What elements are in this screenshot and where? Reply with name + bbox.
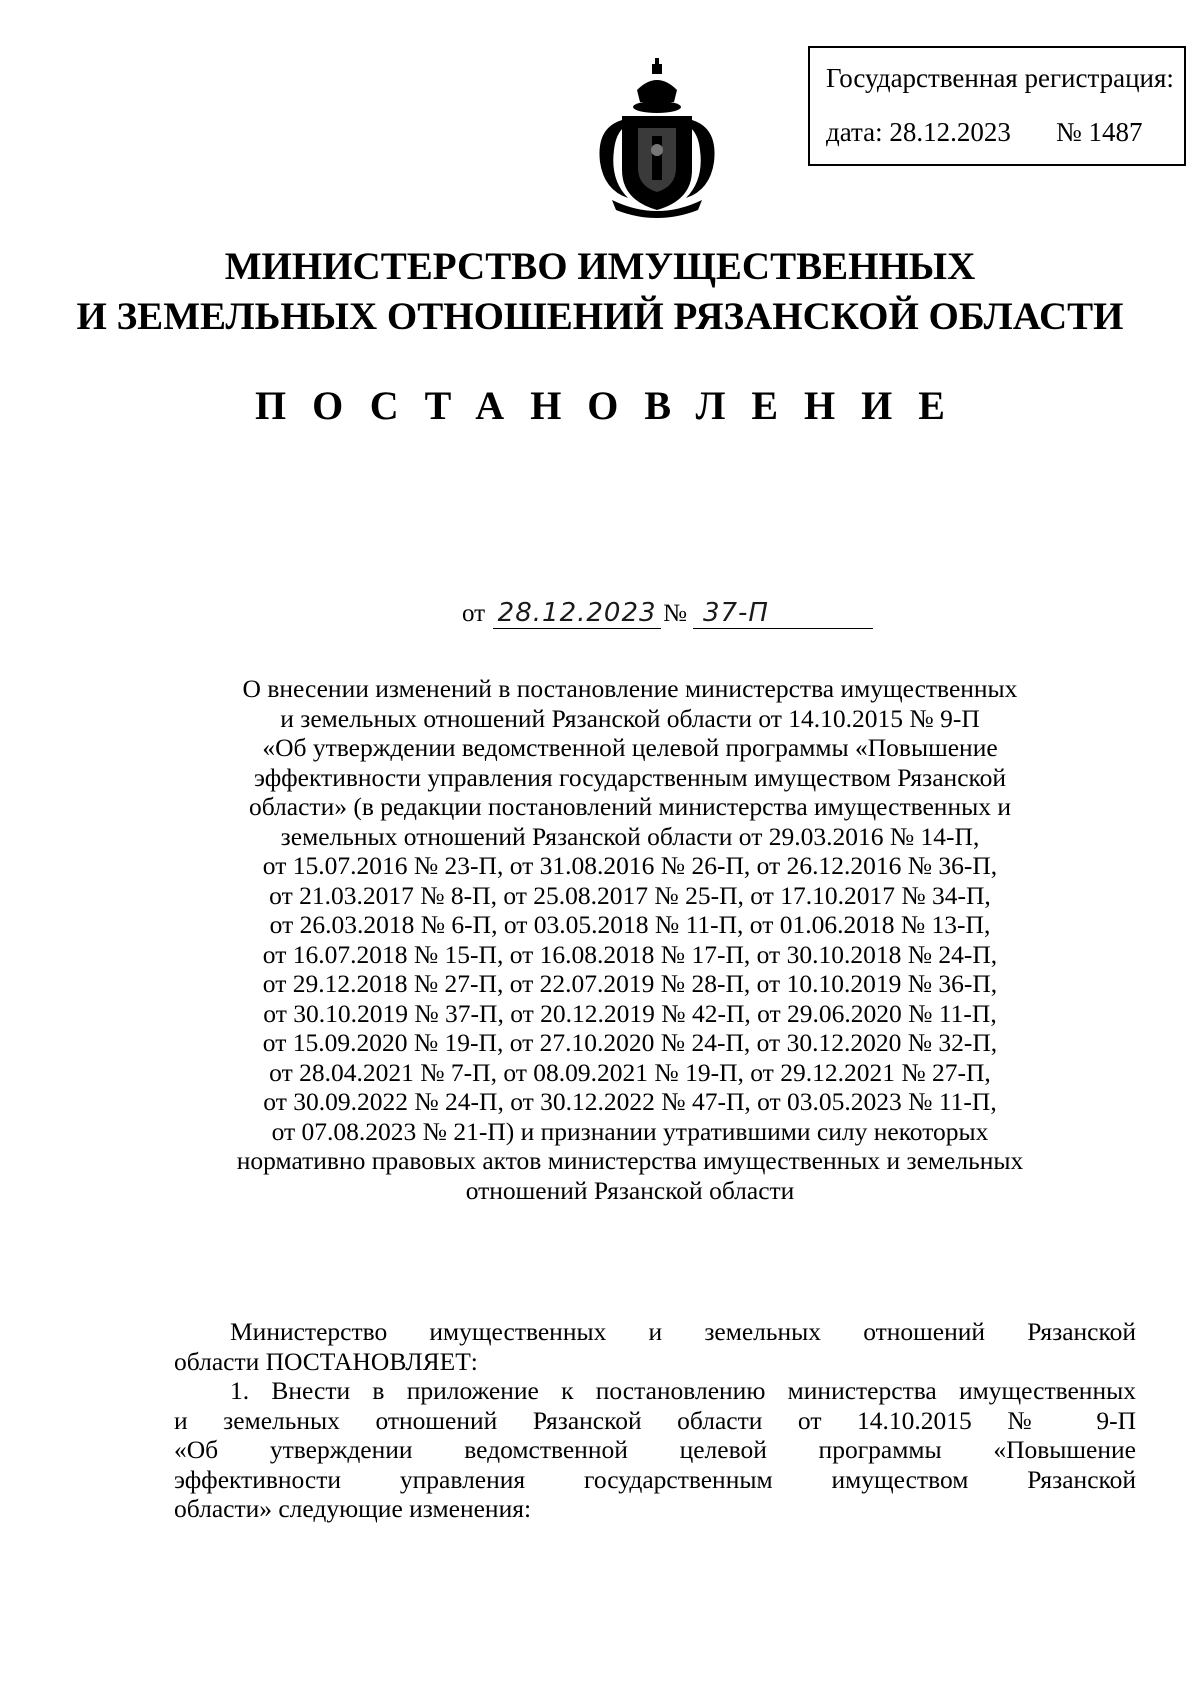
title-line: земельных отношений Рязанской области от 29.03.2016 № 14-П, bbox=[280, 821, 980, 851]
registration-title: Государственная регистрация: bbox=[826, 63, 1174, 93]
decree-heading: ПОСТАНОВЛЕНИЕ bbox=[255, 383, 971, 428]
title-line: нормативно правовых актов министерства имущественных и земельных bbox=[236, 1146, 1024, 1175]
registration-stamp bbox=[808, 46, 1186, 166]
title-line: О внесении изменений в постановление министерства имущественных bbox=[242, 674, 1018, 703]
paragraph-1-line: области ПОСТАНОВЛЯЕТ: bbox=[174, 1346, 478, 1376]
title-line: и земельных отношений Рязанской области от 14.10.2015 № 9-П bbox=[280, 703, 980, 733]
ministry-line-1: МИНИСТЕРСТВО ИМУЩЕСТВЕННЫХ bbox=[224, 245, 976, 288]
number-prefix: № bbox=[663, 600, 687, 627]
title-line: от 30.09.2022 № 24-П, от 30.12.2022 № 47-П, от 03.05.2023 № 11-П, bbox=[263, 1087, 997, 1116]
title-line: от 29.12.2018 № 27-П, от 22.07.2019 № 28-П, от 10.10.2019 № 36-П, bbox=[262, 969, 998, 998]
title-line: «Об утверждении ведомственной целевой программы «Повышение bbox=[262, 733, 998, 762]
paragraph-2-line: области» следующие изменения: bbox=[174, 1494, 532, 1523]
title-line: отношений Рязанской области bbox=[465, 1175, 795, 1205]
paragraph-1-line: Министерство имущественных и земельных отношений Рязанской bbox=[230, 1317, 1136, 1346]
title-line: эффективности управления государственным имуществом Рязанской bbox=[253, 762, 1006, 792]
paragraph-2-line: «Об утверждении ведомственной целевой программы «Повышение bbox=[174, 1435, 1136, 1464]
registration-details bbox=[826, 116, 1170, 148]
title-line: от 28.04.2021 № 7-П, от 08.09.2021 № 19-П, от 29.12.2021 № 27-П, bbox=[269, 1057, 991, 1087]
registration-date: дата: 28.12.2023 bbox=[826, 117, 1011, 147]
coat-of-arms-icon bbox=[582, 50, 732, 220]
paragraph-2-line: 1. Внести в приложение к постановлению министерства имущественных bbox=[230, 1376, 1136, 1405]
paragraph-2-line: эффективности управления государственным имуществом Рязанской bbox=[174, 1464, 1136, 1494]
title-line: от 07.08.2023 № 21-П) и признании утратившими силу некоторых bbox=[271, 1116, 989, 1146]
decree-body bbox=[174, 1317, 1136, 1524]
handwritten-date: 28.12.2023 bbox=[493, 598, 661, 629]
title-line: от 15.07.2016 № 23-П, от 31.08.2016 № 26-П, от 26.12.2016 № 36-П, bbox=[262, 851, 998, 880]
handwritten-number: 37-П bbox=[693, 598, 873, 629]
title-line: от 21.03.2017 № 8-П, от 25.08.2017 № 25-П, от 17.10.2017 № 34-П, bbox=[269, 880, 991, 910]
title-line: от 26.03.2018 № 6-П, от 03.05.2018 № 11-П, от 01.06.2018 № 13-П, bbox=[269, 910, 991, 939]
title-line: от 16.07.2018 № 15-П, от 16.08.2018 № 17-П, от 30.10.2018 № 24-П, bbox=[262, 939, 998, 969]
title-line: области» (в редакции постановлений министерства имущественных и bbox=[248, 792, 1012, 821]
title-line: от 15.09.2020 № 19-П, от 27.10.2020 № 24-П, от 30.12.2020 № 32-П, bbox=[262, 1028, 998, 1057]
paragraph-2-line: и земельных отношений Рязанской области от 14.10.2015 № 9-П bbox=[174, 1405, 1136, 1435]
decree-title bbox=[150, 674, 1110, 1205]
date-prefix: от bbox=[462, 600, 486, 627]
ministry-heading bbox=[0, 242, 1200, 342]
ministry-line-2: И ЗЕМЕЛЬНЫХ ОТНОШЕНИЙ РЯЗАНСКОЙ ОБЛАСТИ bbox=[76, 295, 1124, 338]
title-line: от 30.10.2019 № 37-П, от 20.12.2019 № 42-П, от 29.06.2020 № 11-П, bbox=[263, 998, 997, 1028]
date-number-line bbox=[462, 598, 873, 629]
registration-number: № 1487 bbox=[1056, 117, 1143, 147]
